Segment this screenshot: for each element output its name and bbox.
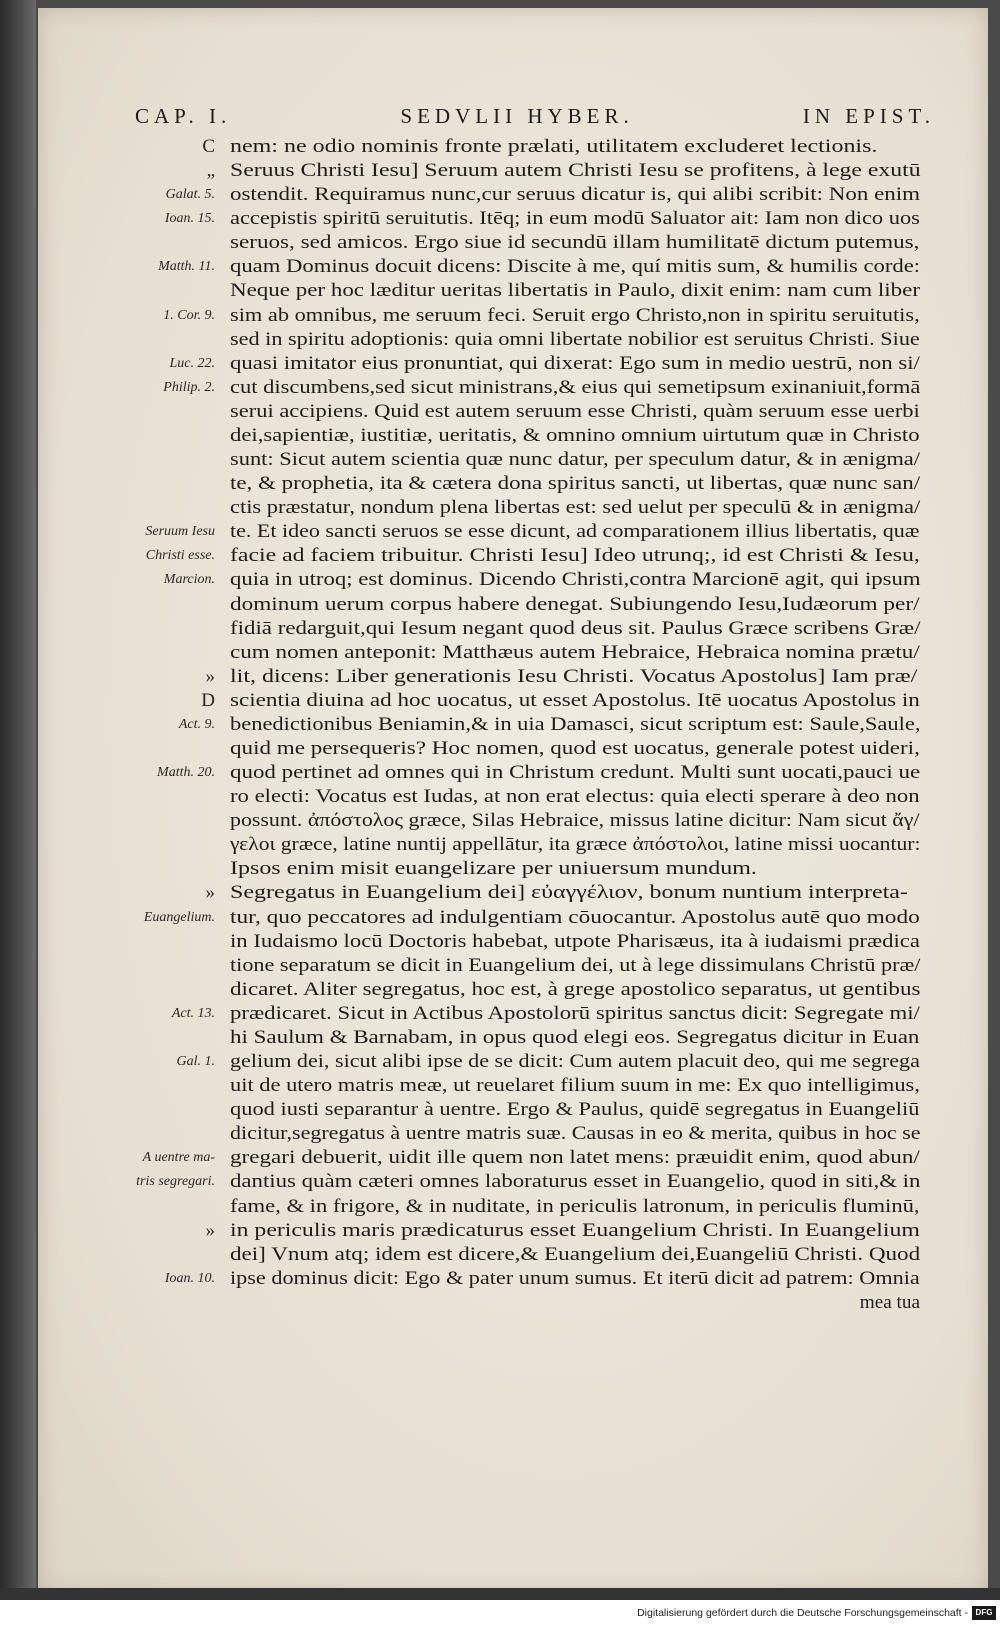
text-line: dei] Vnum atq; idem est dicere,& Euangelium dei,Euangeliū Christi. Quod — [230, 1243, 921, 1265]
text-line: gregari debuerit, uidit ille quem non latet mens: præuidit enim, quod abun/ — [230, 1147, 920, 1169]
margin-note: Euangelium. — [143, 909, 215, 925]
text-line: scientia diuina ad hoc uocatus, ut esset Apostolus. Itē uocatus Apostolus in — [230, 689, 920, 711]
text-line: facie ad faciem tribuitur. Christi Iesu] Ideo utrunq;, id est Christi & Iesu, — [230, 545, 920, 567]
text-line: quod iusti separantur à uentre. Ergo & Paulus, quidē segregatus in Euangeliū — [230, 1099, 920, 1121]
header-chapter: CAP. I. — [135, 104, 232, 128]
margin-note: 1. Cor. 9. — [163, 307, 215, 323]
margin-note: Matth. 20. — [157, 765, 215, 781]
text-line: tione separatum se dicit in Euangelium dei, ut à lege dissimulans Christū præ/ — [230, 954, 921, 976]
text-line: tur, quo peccatores ad indulgentiam cōuocantur. Apostolus autē quo modo — [230, 906, 920, 928]
margin-note: Gal. 1. — [176, 1054, 215, 1070]
text-line: Ipsos enim misit euangelizare per uniuersum mundum. — [230, 858, 757, 880]
text-line: prædicaret. Sicut in Actibus Apostolorū spiritus sanctus dicit: Segregate mi/ — [230, 1002, 920, 1024]
text-line: dantius quàm cæteri omnes laboraturus esset in Euangelio, quod in siti,& in — [230, 1171, 921, 1193]
text-line: Segregatus in Euangelium dei] εὐαγγέλιον, bonum nuntium interpreta- — [230, 882, 908, 904]
text-line: ipse dominus dicit: Ego & pater unum sumus. Et iterū dicit ad patrem: Omnia — [230, 1267, 920, 1289]
text-line: fidiā redarguit,qui Iesum negant quod deus sit. Paulus Græce scribens Græ/ — [230, 617, 921, 639]
text-line: cut discumbens,sed sicut ministrans,& eius qui semetipsum exinaniuit,formā — [230, 376, 921, 398]
text-line: quod pertinet ad omnes qui in Christum credunt. Multi sunt uocati,pauci ue — [230, 762, 921, 784]
text-line: mea tua — [859, 1291, 920, 1313]
margin-note: » — [205, 882, 215, 904]
margin-note: Ioan. 10. — [164, 1270, 215, 1286]
text-line: dicaret. Aliter segregatus, hoc est, à grege apostolico separatus, ut gentibus — [230, 978, 921, 1000]
text-line: quam Dominus docuit dicens: Discite à me, quí mitis sum, & humilis corde: — [230, 256, 921, 278]
margin-note: Act. 9. — [178, 716, 215, 732]
footer-bar — [0, 1602, 1000, 1628]
margin-note: Galat. 5. — [165, 187, 215, 203]
text-line: serui accipiens. Quid est autem seruum esse Christi, quàm seruum esse uerbi — [230, 400, 920, 422]
text-line: accepistis spiritū seruitutis. Itēq; in eum modū Saluator ait: Iam non dico uos — [230, 208, 920, 230]
margin-note: » — [205, 665, 215, 687]
text-line: quia in utroq; est dominus. Dicendo Christi,contra Marcionē agit, qui ipsum — [230, 569, 921, 591]
text-line: dicitur,segregatus à uentre matris suæ. Causas in eo & merita, quibus in hoc se — [230, 1123, 921, 1145]
text-line: possunt. ἀπόστολος græce, Silas Hebraice, missus latine dicitur: Nam sicut ἄγ/ — [230, 810, 920, 832]
text-line: benedictionibus Beniamin,& in uia Damasci, sicut scriptum est: Saule,Saule, — [230, 713, 921, 735]
header-right: IN EPIST. — [802, 104, 935, 128]
margin-note: C — [202, 136, 215, 157]
margin-note: „ — [206, 160, 215, 182]
text-line: gelium dei, sicut alibi ipse de se dicit: Cum autem placuit deo, qui me segrega — [230, 1051, 920, 1073]
dfg-logo: DFG — [972, 1606, 996, 1620]
text-line: te. Et ideo sancti seruos se esse dicunt, ad comparationem illius libertatis, quæ — [230, 521, 920, 543]
text-line: seruos, sed amicos. Ergo siue id secundū illam humilitatē dictum putemus, — [230, 232, 920, 254]
text-line: in periculis maris prædicaturus esset Euangelium Christi. In Euangelium — [230, 1219, 920, 1241]
text-line: hi Saulum & Barnabam, in opus quod elegi eos. Segregatus dicitur in Euan — [230, 1026, 920, 1048]
margin-note: Act. 13. — [171, 1005, 215, 1021]
running-header — [135, 104, 935, 132]
margin-note: Christi esse. — [145, 548, 215, 564]
text-line: Seruus Christi Iesu] Seruum autem Christi Iesu se profitens, à lege exutū — [230, 160, 921, 182]
text-line: sunt: Sicut autem scientia quæ nunc datur, per speculum datur, & in ænigma/ — [230, 449, 920, 471]
text-line: Neque per hoc læditur ueritas libertatis in Paulo, dixit enim: nam cum liber — [230, 280, 921, 302]
text-line: quasi imitator eius pronuntiat, qui dixerat: Ego sum in medio uestrū, non si/ — [230, 352, 920, 374]
text-line: ctis præstatur, nondum plena libertas est: sed uelut per speculū & in ænigma/ — [230, 497, 921, 519]
text-line: lit, dicens: Liber generationis Iesu Christi. Vocatus Apostolus] Iam præ/ — [230, 665, 918, 687]
margin-note: Seruum Iesu — [145, 524, 215, 540]
book-spine-shadow — [0, 0, 36, 1600]
footer-credit: Digitalisierung gefördert durch die Deutsche Forschungsgemeinschaft - — [637, 1607, 968, 1619]
margin-note: D — [201, 689, 215, 711]
margin-note: Luc. 22. — [169, 355, 215, 371]
margin-note: Marcion. — [163, 572, 215, 588]
scan-bottom-edge — [0, 1588, 1000, 1600]
text-line: dei,sapientiæ, iustitiæ, ueritatis, & omnino omnium uirtutum quæ in Christo — [230, 424, 920, 446]
text-line: quid me persequeris? Hoc nomen, quod est uocatus, generale potest uideri, — [230, 738, 920, 759]
text-line: nem: ne odio nominis fronte prælati, utilitatem excluderet lectionis. — [230, 136, 878, 157]
margin-note: tris segregari. — [136, 1174, 215, 1190]
text-line: fame, & in frigore, & in nuditate, in periculis latronum, in periculis fluminū, — [230, 1195, 920, 1217]
margin-note: A uentre ma- — [142, 1150, 215, 1166]
margin-note: Matth. 11. — [158, 259, 215, 275]
text-line: in Iudaismo locū Doctoris habebat, utpote Pharisæus, ita à iudaismi prædica — [230, 930, 920, 952]
text-line: uit de utero matris meæ, ut reuelaret filium suum in me: Ex quo intelligimus, — [230, 1075, 920, 1097]
margin-note: » — [205, 1219, 215, 1241]
text-line: dominum uerum corpus habere denegat. Subiungendo Iesu,Iudæorum per/ — [230, 593, 920, 615]
text-line: ro electi: Vocatus est Iudas, at non erat electus: quia electi sperare à deo non — [230, 786, 920, 808]
margin-note: Ioan. 15. — [164, 211, 215, 227]
margin-note: Philip. 2. — [163, 379, 215, 395]
text-line: γελοι græce, latine nuntij appellātur, ita græce ἀπόστολοι, latine missi uocantur: — [230, 834, 921, 856]
text-line: cum nomen anteponit: Matthæus autem Hebraice, Hebraica nomina prætu/ — [230, 641, 920, 663]
text-line: te, & prophetia, ita & cætera dona spiritus sancti, ut libertas, quæ nunc san/ — [230, 473, 921, 495]
text-line: ostendit. Requiramus nunc,cur seruus dicatur is, qui alibi scribit: Non enim — [230, 184, 921, 206]
text-line: sed in spiritu adoptionis: quia omni libertate nobilior est seruitus Christi. Siue — [230, 328, 920, 350]
text-line: sim ab omnibus, me seruum feci. Seruit ergo Christo,non in spiritu seruitutis, — [230, 304, 920, 326]
header-center: SEDVLII HYBER. — [400, 104, 634, 128]
